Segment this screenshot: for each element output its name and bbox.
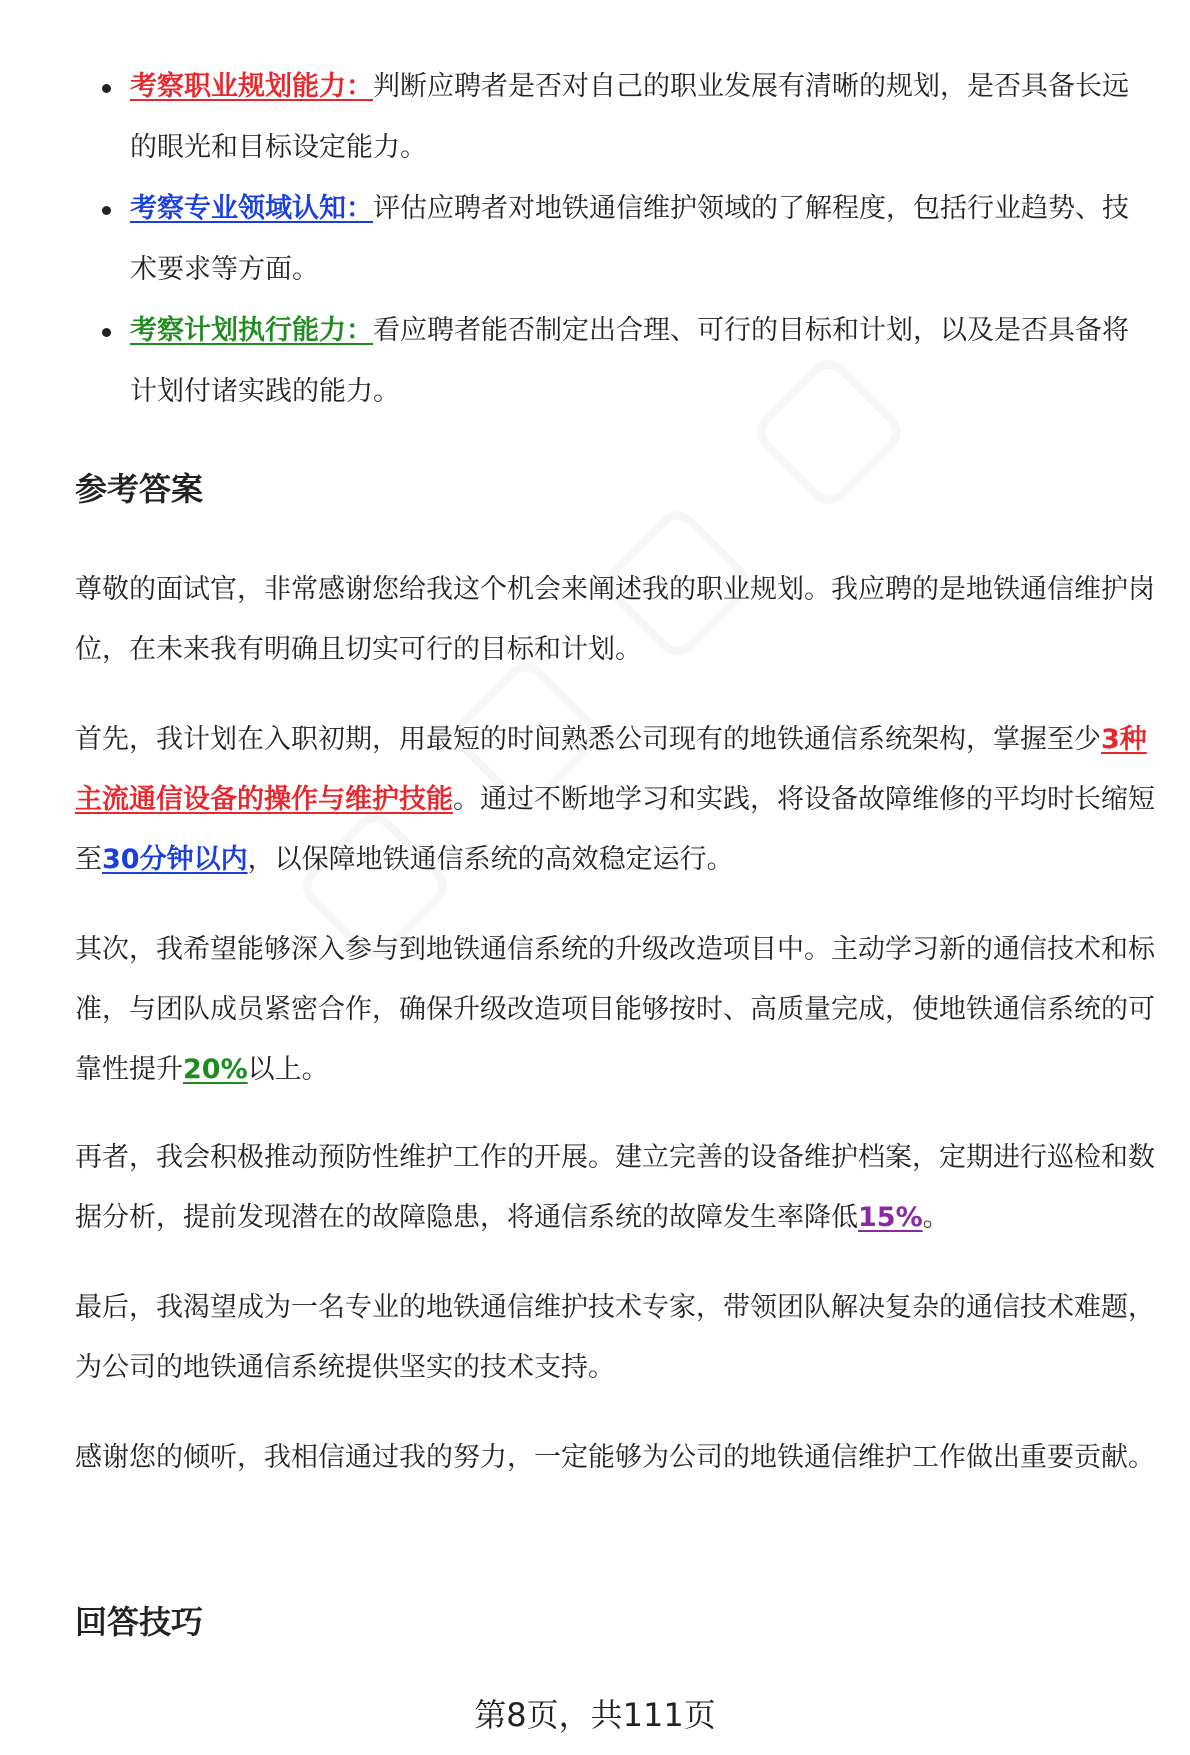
list-item	[102, 56, 1152, 178]
bullet-label: 考察计划执行能力：	[130, 315, 373, 346]
bullet-icon	[102, 328, 111, 337]
assessment-list	[102, 56, 1152, 422]
bullet-text: 判断应聘者是否对自己的职业发展有清晰的规划，是否具备长远的眼光和目标设定能力。	[130, 71, 1129, 163]
text-segment: 其次，我希望能够深入参与到地铁通信系统的升级改造项目中。主动学习新的通信技术和标准，与团队成员紧密合作，确保升级改造项目能够按时、高质量完成，使地铁通信系统的可靠性提升	[75, 934, 1155, 1085]
section-heading-tips: 回答技巧	[75, 1603, 204, 1641]
bullet-text: 看应聘者能否制定出合理、可行的目标和计划，以及是否具备将计划付诸实践的能力。	[130, 315, 1129, 407]
answer-paragraph-6: 感谢您的倾听，我相信通过我的努力，一定能够为公司的地铁通信维护工作做出重要贡献。	[75, 1442, 1155, 1473]
highlight-text: 30分钟以内	[102, 844, 248, 875]
bullet-icon	[102, 84, 111, 93]
highlight-text: 3种主流通信设备的操作与维护技能	[75, 724, 1147, 815]
text-segment: 。	[922, 1202, 950, 1233]
text-segment: 首先，我计划在入职初期，用最短的时间熟悉公司现有的地铁通信系统架构，掌握至少	[75, 724, 1101, 755]
answer-paragraph-5: 最后，我渴望成为一名专业的地铁通信维护技术专家，带领团队解决复杂的通信技术难题，为公司的地铁通信系统提供坚实的技术支持。	[75, 1292, 1155, 1383]
answer-paragraph-2	[75, 710, 1160, 890]
text-segment: ，以保障地铁通信系统的高效稳定运行。	[247, 844, 734, 875]
answer-paragraph-1: 尊敬的面试官，非常感谢您给我这个机会来阐述我的职业规划。我应聘的是地铁通信维护岗位，在未来我有明确且切实可行的目标和计划。	[75, 574, 1155, 665]
bullet-text: 评估应聘者对地铁通信维护领域的了解程度，包括行业趋势、技术要求等方面。	[130, 193, 1129, 285]
answer-paragraph-3	[75, 920, 1160, 1100]
text-segment: 以上。	[247, 1054, 329, 1085]
list-item	[102, 178, 1152, 300]
bullet-label: 考察专业领域认知：	[130, 193, 373, 224]
text-segment: 再者，我会积极推动预防性维护工作的开展。建立完善的设备维护档案，定期进行巡检和数据分析，提前发现潜在的故障隐患，将通信系统的故障发生率降低	[75, 1142, 1155, 1233]
highlight-text: 15%	[858, 1202, 923, 1233]
highlight-text: 20%	[183, 1054, 248, 1085]
answer-paragraph-4	[75, 1128, 1160, 1248]
section-heading-answer: 参考答案	[75, 470, 204, 508]
text-segment: 。通过不断地学习和实践，将设备故障维修的平均时长缩短至	[75, 784, 1155, 875]
bullet-icon	[102, 206, 111, 215]
bullet-label: 考察职业规划能力：	[130, 71, 373, 102]
page-number: 第8页，共111页	[474, 1696, 716, 1734]
list-item	[102, 300, 1152, 422]
